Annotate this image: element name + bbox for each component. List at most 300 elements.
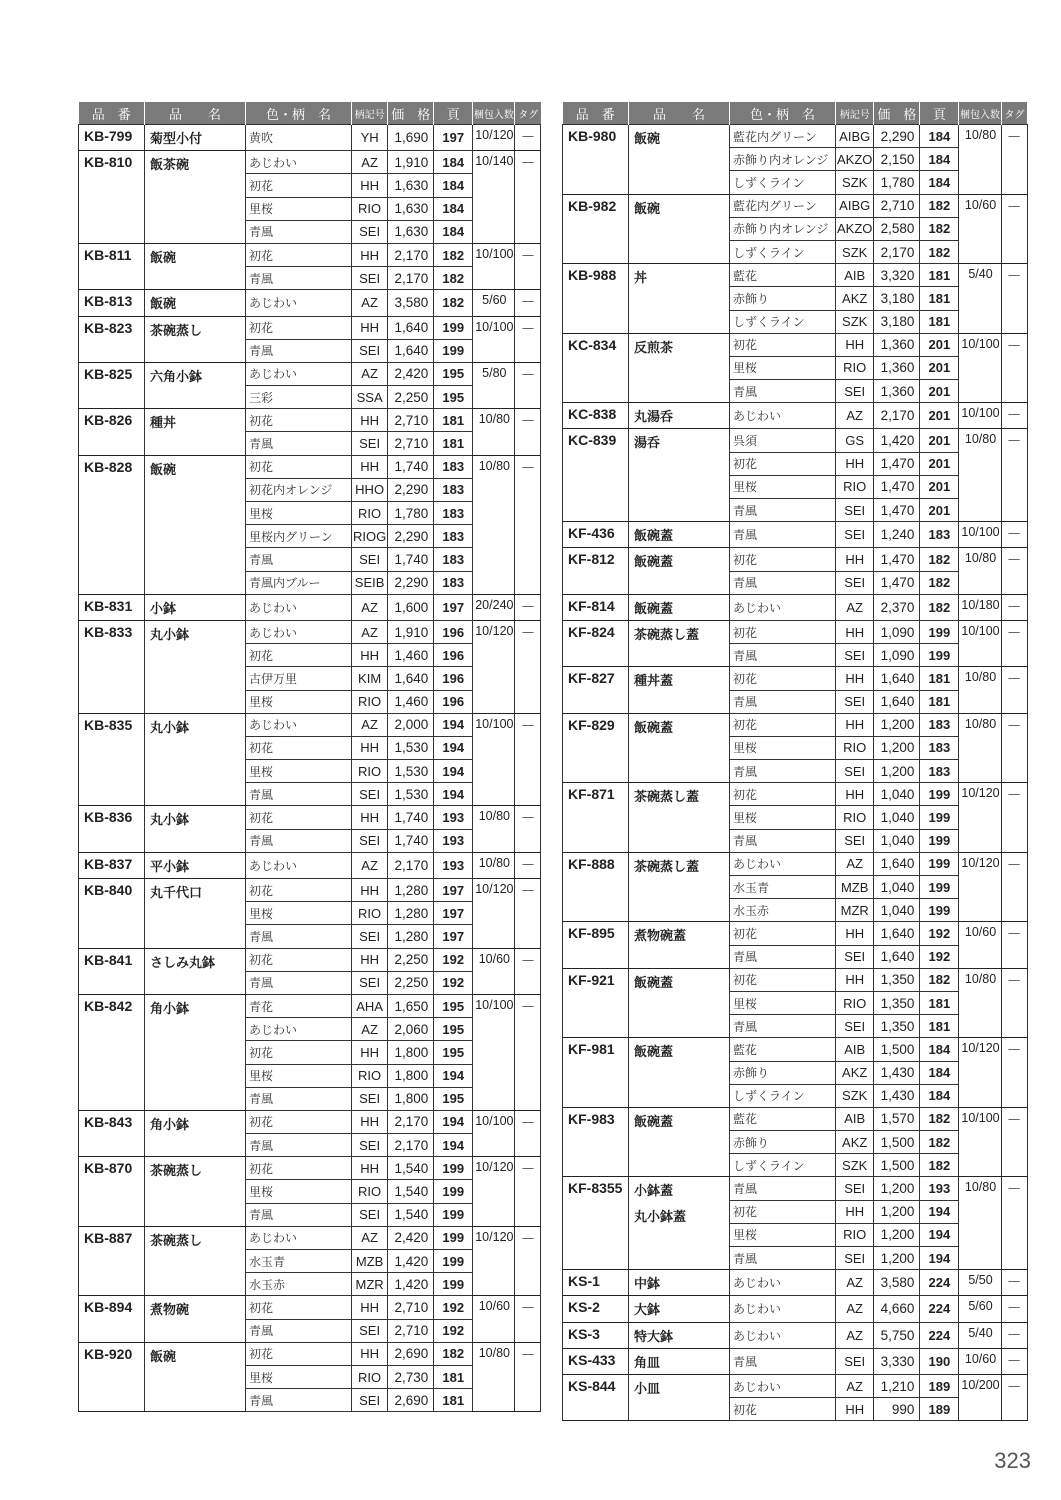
- product-name-line: 飯碗蓋: [634, 529, 674, 545]
- product-code: KF-921: [563, 968, 629, 1038]
- product-code: KF-895: [563, 922, 629, 968]
- product-name: [629, 1107, 730, 1177]
- price: 1,640: [874, 945, 920, 968]
- pattern-code: HH: [352, 644, 388, 667]
- product-name-line: 反煎茶: [634, 340, 674, 356]
- color-pattern-name: あじわい: [730, 1374, 836, 1397]
- tag-value: —: [1001, 403, 1027, 429]
- pattern-code: SEI: [352, 783, 388, 806]
- product-name-line: 茶碗蒸し蓋: [634, 790, 700, 806]
- pattern-code: SEIB: [352, 571, 388, 594]
- catalog-page: 182: [920, 571, 959, 594]
- product-name: [145, 879, 246, 949]
- product-name-line: 飯碗: [150, 250, 177, 266]
- price: 1,540: [388, 1180, 434, 1203]
- pack-quantity: 10/60: [473, 1296, 515, 1342]
- product-name-line: 丸湯呑: [634, 410, 674, 426]
- header-tag: タグ: [1001, 102, 1027, 125]
- color-pattern-name: 初花: [246, 1157, 352, 1180]
- pattern-code: AZ: [352, 852, 388, 878]
- product-name: [629, 264, 730, 334]
- price: 1,630: [388, 220, 434, 243]
- catalog-page: 199: [920, 783, 959, 806]
- color-pattern-name: あじわい: [246, 151, 352, 174]
- price: 3,180: [874, 310, 920, 333]
- header-page: 頁: [920, 102, 959, 125]
- price: 2,170: [388, 267, 434, 290]
- price: 3,580: [874, 1270, 920, 1296]
- pattern-code: GS: [836, 429, 874, 452]
- color-pattern-name: 初花: [246, 948, 352, 971]
- catalog-page: 192: [920, 922, 959, 945]
- product-code: KC-834: [563, 333, 629, 403]
- color-pattern-name: 青風: [730, 571, 836, 594]
- color-pattern-name: 里桜: [730, 356, 836, 379]
- product-name-line: 煮物碗蓋: [634, 929, 687, 945]
- catalog-page: 193: [920, 1177, 959, 1200]
- price: 3,580: [388, 290, 434, 316]
- price: 1,350: [874, 1015, 920, 1038]
- table-row: [563, 1374, 1028, 1397]
- pattern-code: AHA: [352, 994, 388, 1017]
- catalog-page: 199: [920, 876, 959, 899]
- product-name: [629, 620, 730, 666]
- catalog-page: 184: [920, 125, 959, 148]
- table-row: [563, 667, 1028, 690]
- product-code: KF-436: [563, 522, 629, 548]
- product-code: KF-812: [563, 548, 629, 594]
- header-price: 価 格: [874, 102, 920, 125]
- product-code: KS-433: [563, 1348, 629, 1374]
- price: 2,710: [388, 409, 434, 432]
- catalog-page: 183: [434, 548, 473, 571]
- price: 4,660: [874, 1296, 920, 1322]
- product-code: KF-824: [563, 620, 629, 666]
- color-pattern-name: 藍花: [730, 1038, 836, 1061]
- catalog-page: 183: [434, 502, 473, 525]
- pattern-code: HH: [352, 1296, 388, 1319]
- catalog-page: 182: [920, 1107, 959, 1130]
- pattern-code: AZ: [836, 403, 874, 429]
- product-name: [629, 194, 730, 264]
- color-pattern-name: 初花: [730, 922, 836, 945]
- catalog-page: 181: [434, 432, 473, 455]
- color-pattern-name: 青風: [246, 220, 352, 243]
- pack-quantity: 5/60: [959, 1296, 1001, 1322]
- tag-value: —: [1001, 1107, 1027, 1177]
- color-pattern-name: 青風: [730, 829, 836, 852]
- color-pattern-name: 青風: [246, 783, 352, 806]
- product-code: KF-981: [563, 1038, 629, 1108]
- color-pattern-name: 初花: [730, 968, 836, 991]
- tag-value: —: [515, 713, 541, 806]
- product-name-line: 中鉢: [634, 1277, 661, 1293]
- catalog-page: 201: [920, 403, 959, 429]
- product-name-line: 菊型小付: [150, 132, 203, 147]
- pattern-code: AZ: [352, 1018, 388, 1041]
- catalog-page: 224: [920, 1270, 959, 1296]
- product-name-line: 小鉢: [150, 601, 177, 617]
- color-pattern-name: 青風: [246, 1203, 352, 1226]
- tag-value: —: [1001, 125, 1027, 195]
- table-row: [563, 194, 1028, 217]
- pack-quantity: 5/50: [959, 1270, 1001, 1296]
- price: 2,250: [388, 971, 434, 994]
- table-header-row: [563, 102, 1028, 125]
- product-name: [145, 243, 246, 289]
- product-name: [629, 968, 730, 1038]
- pattern-code: SEI: [352, 1134, 388, 1157]
- pack-quantity: 5/40: [959, 1322, 1001, 1348]
- price: 1,640: [874, 690, 920, 713]
- header-price: 価 格: [388, 102, 434, 125]
- tag-value: —: [515, 879, 541, 949]
- header-color: 色・柄 名: [730, 102, 836, 125]
- price: 3,180: [874, 287, 920, 310]
- product-code: KB-887: [79, 1226, 145, 1296]
- pattern-code: SZK: [836, 1154, 874, 1177]
- price: 2,290: [388, 571, 434, 594]
- price: 1,640: [874, 922, 920, 945]
- tag-value: —: [1001, 594, 1027, 620]
- catalog-page: 183: [434, 455, 473, 478]
- color-pattern-name: 赤飾り: [730, 1131, 836, 1154]
- product-code: KB-799: [79, 125, 145, 151]
- catalog-page: 184: [434, 151, 473, 174]
- table-row: [563, 522, 1028, 548]
- product-name-line: 種丼蓋: [634, 674, 674, 690]
- catalog-page: 194: [434, 1110, 473, 1133]
- color-pattern-name: 三彩: [246, 386, 352, 409]
- pattern-code: AIB: [836, 1107, 874, 1130]
- table-row: [563, 1322, 1028, 1348]
- product-name: [629, 783, 730, 853]
- catalog-page: 181: [920, 287, 959, 310]
- pattern-code: AZ: [352, 290, 388, 316]
- pattern-code: AIBG: [836, 125, 874, 148]
- product-name: [629, 713, 730, 783]
- tag-value: —: [515, 455, 541, 594]
- product-name-line: 茶碗蒸し: [150, 1164, 203, 1180]
- color-pattern-name: しずくライン: [730, 1154, 836, 1177]
- price: 1,780: [388, 502, 434, 525]
- catalog-page: 184: [434, 174, 473, 197]
- product-name-line: 茶碗蒸し蓋: [634, 859, 700, 875]
- catalog-page: 182: [920, 968, 959, 991]
- pack-quantity: 10/60: [959, 1348, 1001, 1374]
- pattern-code: RIO: [352, 197, 388, 220]
- catalog-page: 199: [434, 1273, 473, 1296]
- product-name-line: 角小鉢: [150, 1001, 190, 1017]
- pack-quantity: 10/120: [473, 620, 515, 713]
- pattern-code: MZR: [352, 1273, 388, 1296]
- table-row: [79, 362, 541, 385]
- pack-quantity: 20/240: [473, 594, 515, 620]
- pack-quantity: 10/120: [473, 879, 515, 949]
- product-name: [629, 667, 730, 713]
- product-name-line: 丸小鉢: [150, 720, 190, 736]
- color-pattern-name: 青風: [246, 1134, 352, 1157]
- price: 1,040: [874, 876, 920, 899]
- pattern-code: SEI: [352, 1203, 388, 1226]
- tag-value: —: [1001, 713, 1027, 783]
- pattern-code: AZ: [352, 594, 388, 620]
- color-pattern-name: あじわい: [730, 1270, 836, 1296]
- pattern-code: SEI: [352, 548, 388, 571]
- tag-value: —: [515, 1110, 541, 1156]
- pack-quantity: 10/200: [959, 1374, 1001, 1420]
- price: 1,040: [874, 829, 920, 852]
- header-mark: 柄記号: [836, 102, 874, 125]
- color-pattern-name: 赤飾り内オレンジ: [730, 217, 836, 240]
- table-row: [563, 922, 1028, 945]
- tag-value: —: [1001, 548, 1027, 594]
- table-row: [79, 994, 541, 1017]
- price: 1,360: [874, 356, 920, 379]
- catalog-page: 181: [434, 409, 473, 432]
- catalog-page: 195: [434, 1041, 473, 1064]
- pattern-code: RIO: [352, 902, 388, 925]
- price: 1,200: [874, 760, 920, 783]
- price: 990: [874, 1398, 920, 1421]
- color-pattern-name: 古伊万里: [246, 667, 352, 690]
- catalog-page: 181: [920, 667, 959, 690]
- table-row: [563, 1296, 1028, 1322]
- color-pattern-name: 里桜: [246, 1064, 352, 1087]
- product-code: KB-811: [79, 243, 145, 289]
- color-pattern-name: 初花: [730, 333, 836, 356]
- color-pattern-name: 初花: [246, 316, 352, 339]
- catalog-page: 195: [434, 1018, 473, 1041]
- tag-value: —: [515, 1157, 541, 1227]
- catalog-page: 201: [920, 452, 959, 475]
- color-pattern-name: 青風: [246, 267, 352, 290]
- color-pattern-name: あじわい: [246, 620, 352, 643]
- pattern-code: SZK: [836, 240, 874, 263]
- catalog-page: 196: [434, 667, 473, 690]
- product-name: [145, 151, 246, 244]
- pack-quantity: 10/120: [473, 1226, 515, 1296]
- catalog-page: 182: [434, 1342, 473, 1365]
- color-pattern-name: 里桜: [246, 1365, 352, 1388]
- product-name: [145, 1296, 246, 1342]
- product-code: KS-844: [563, 1374, 629, 1420]
- catalog-page: 194: [434, 760, 473, 783]
- price: 1,200: [874, 1200, 920, 1223]
- pattern-code: RIO: [836, 991, 874, 1014]
- product-code: KF-871: [563, 783, 629, 853]
- color-pattern-name: 青風: [246, 829, 352, 852]
- catalog-page: 183: [434, 525, 473, 548]
- catalog-page: 197: [434, 125, 473, 151]
- color-pattern-name: 里桜: [246, 690, 352, 713]
- price: 1,430: [874, 1061, 920, 1084]
- pattern-code: AIBG: [836, 194, 874, 217]
- color-pattern-name: 青風: [730, 690, 836, 713]
- pattern-code: HH: [352, 948, 388, 971]
- catalog-page: 183: [920, 760, 959, 783]
- pattern-code: HH: [352, 243, 388, 266]
- product-name-line: 飯碗蓋: [634, 1045, 674, 1061]
- table-row: [79, 594, 541, 620]
- price: 1,200: [874, 1223, 920, 1246]
- product-name: [145, 362, 246, 408]
- price: 2,290: [388, 525, 434, 548]
- table-header-row: [79, 102, 541, 125]
- price-table-left: [78, 102, 541, 1412]
- color-pattern-name: 青花: [246, 994, 352, 1017]
- catalog-page: 184: [920, 1061, 959, 1084]
- price: 1,500: [874, 1038, 920, 1061]
- pattern-code: SEI: [836, 1177, 874, 1200]
- color-pattern-name: 初花: [730, 548, 836, 571]
- price: 1,540: [388, 1203, 434, 1226]
- product-name: [145, 409, 246, 455]
- color-pattern-name: 初花: [246, 1296, 352, 1319]
- table-row: [79, 151, 541, 174]
- color-pattern-name: 藍花内グリーン: [730, 194, 836, 217]
- color-pattern-name: 水玉青: [246, 1250, 352, 1273]
- color-pattern-name: 黄吹: [246, 125, 352, 151]
- catalog-page: 199: [434, 1203, 473, 1226]
- pattern-code: HH: [836, 667, 874, 690]
- pattern-code: SEI: [836, 1015, 874, 1038]
- price: 2,170: [388, 1110, 434, 1133]
- price: 2,420: [388, 1226, 434, 1249]
- price: 1,360: [874, 380, 920, 403]
- catalog-page: 195: [434, 994, 473, 1017]
- table-row: [79, 455, 541, 478]
- price-table-right: [562, 102, 1028, 1421]
- pack-quantity: 10/100: [959, 522, 1001, 548]
- header-page: 頁: [434, 102, 473, 125]
- color-pattern-name: 青風: [246, 432, 352, 455]
- color-pattern-name: 青風: [730, 380, 836, 403]
- table-row: [79, 1226, 541, 1249]
- pattern-code: SEI: [836, 690, 874, 713]
- product-code: KF-983: [563, 1107, 629, 1177]
- product-name-line: さしみ丸鉢: [150, 955, 216, 971]
- price: 1,280: [388, 879, 434, 902]
- color-pattern-name: 藍花: [730, 264, 836, 287]
- color-pattern-name: 里桜: [246, 1180, 352, 1203]
- tag-value: —: [515, 243, 541, 289]
- product-name: [145, 1110, 246, 1156]
- price: 2,710: [388, 1319, 434, 1342]
- catalog-page: 182: [920, 194, 959, 217]
- color-pattern-name: 赤飾り内オレンジ: [730, 148, 836, 171]
- price: 3,330: [874, 1348, 920, 1374]
- color-pattern-name: 初花: [246, 243, 352, 266]
- pack-quantity: 10/80: [959, 968, 1001, 1038]
- product-name: [629, 1296, 730, 1322]
- color-pattern-name: 初花: [246, 174, 352, 197]
- price: 1,430: [874, 1084, 920, 1107]
- pattern-code: SEI: [352, 829, 388, 852]
- catalog-page: 184: [920, 148, 959, 171]
- price: 1,200: [874, 713, 920, 736]
- table-row: [79, 316, 541, 339]
- color-pattern-name: あじわい: [246, 1226, 352, 1249]
- pattern-code: AZ: [836, 1296, 874, 1322]
- product-code: KB-835: [79, 713, 145, 806]
- color-pattern-name: 青風: [730, 1247, 836, 1270]
- color-pattern-name: 初花: [246, 644, 352, 667]
- price: 1,530: [388, 783, 434, 806]
- product-name-line: 小皿: [634, 1381, 661, 1397]
- catalog-page: 197: [434, 594, 473, 620]
- pattern-code: SEI: [352, 1389, 388, 1412]
- pattern-code: SEI: [352, 1087, 388, 1110]
- tag-value: —: [1001, 1296, 1027, 1322]
- color-pattern-name: 初花: [246, 879, 352, 902]
- color-pattern-name: 青風内ブルー: [246, 571, 352, 594]
- tag-value: —: [515, 151, 541, 244]
- tag-value: —: [515, 620, 541, 713]
- product-name-line: 茶碗蒸し: [150, 1233, 203, 1249]
- price: 1,280: [388, 902, 434, 925]
- pattern-code: HH: [352, 1342, 388, 1365]
- tag-value: —: [515, 852, 541, 878]
- color-pattern-name: 初花: [730, 452, 836, 475]
- pattern-code: RIO: [352, 760, 388, 783]
- catalog-page: 195: [434, 386, 473, 409]
- color-pattern-name: 赤飾り: [730, 287, 836, 310]
- product-code: KB-920: [79, 1342, 145, 1412]
- product-name-line: 丸小鉢: [150, 813, 190, 829]
- catalog-page: 193: [434, 806, 473, 829]
- product-name-line: 六角小鉢: [150, 369, 203, 385]
- pattern-code: SEI: [352, 267, 388, 290]
- tag-value: —: [515, 125, 541, 151]
- pattern-code: HH: [836, 783, 874, 806]
- color-pattern-name: 初花: [246, 736, 352, 759]
- tag-value: —: [515, 1296, 541, 1342]
- catalog-page: 182: [434, 290, 473, 316]
- product-code: KB-982: [563, 194, 629, 264]
- color-pattern-name: 里桜: [246, 902, 352, 925]
- pattern-code: AZ: [352, 1226, 388, 1249]
- pack-quantity: 10/140: [473, 151, 515, 244]
- color-pattern-name: あじわい: [246, 1018, 352, 1041]
- pack-quantity: 5/40: [959, 264, 1001, 334]
- color-pattern-name: あじわい: [730, 1322, 836, 1348]
- table-row: [79, 243, 541, 266]
- product-name-line: 飯茶碗: [150, 158, 190, 174]
- product-name-line: 角小鉢: [150, 1117, 190, 1133]
- color-pattern-name: しずくライン: [730, 1084, 836, 1107]
- product-code: KS-3: [563, 1322, 629, 1348]
- pack-quantity: 10/80: [959, 429, 1001, 522]
- table-row: [563, 1348, 1028, 1374]
- tag-value: —: [1001, 1177, 1027, 1270]
- color-pattern-name: しずくライン: [730, 310, 836, 333]
- price: 1,460: [388, 644, 434, 667]
- table-row: [563, 403, 1028, 429]
- catalog-page: 182: [920, 594, 959, 620]
- pattern-code: SEI: [836, 499, 874, 522]
- price: 1,630: [388, 174, 434, 197]
- price: 2,250: [388, 386, 434, 409]
- product-name-line: 大鉢: [634, 1303, 661, 1319]
- color-pattern-name: あじわい: [246, 362, 352, 385]
- pack-quantity: 10/80: [473, 409, 515, 455]
- pattern-code: SSA: [352, 386, 388, 409]
- product-name-line: 特大鉢: [634, 1329, 674, 1345]
- catalog-page: 184: [920, 1084, 959, 1107]
- price: 2,170: [388, 243, 434, 266]
- price: 2,710: [388, 1296, 434, 1319]
